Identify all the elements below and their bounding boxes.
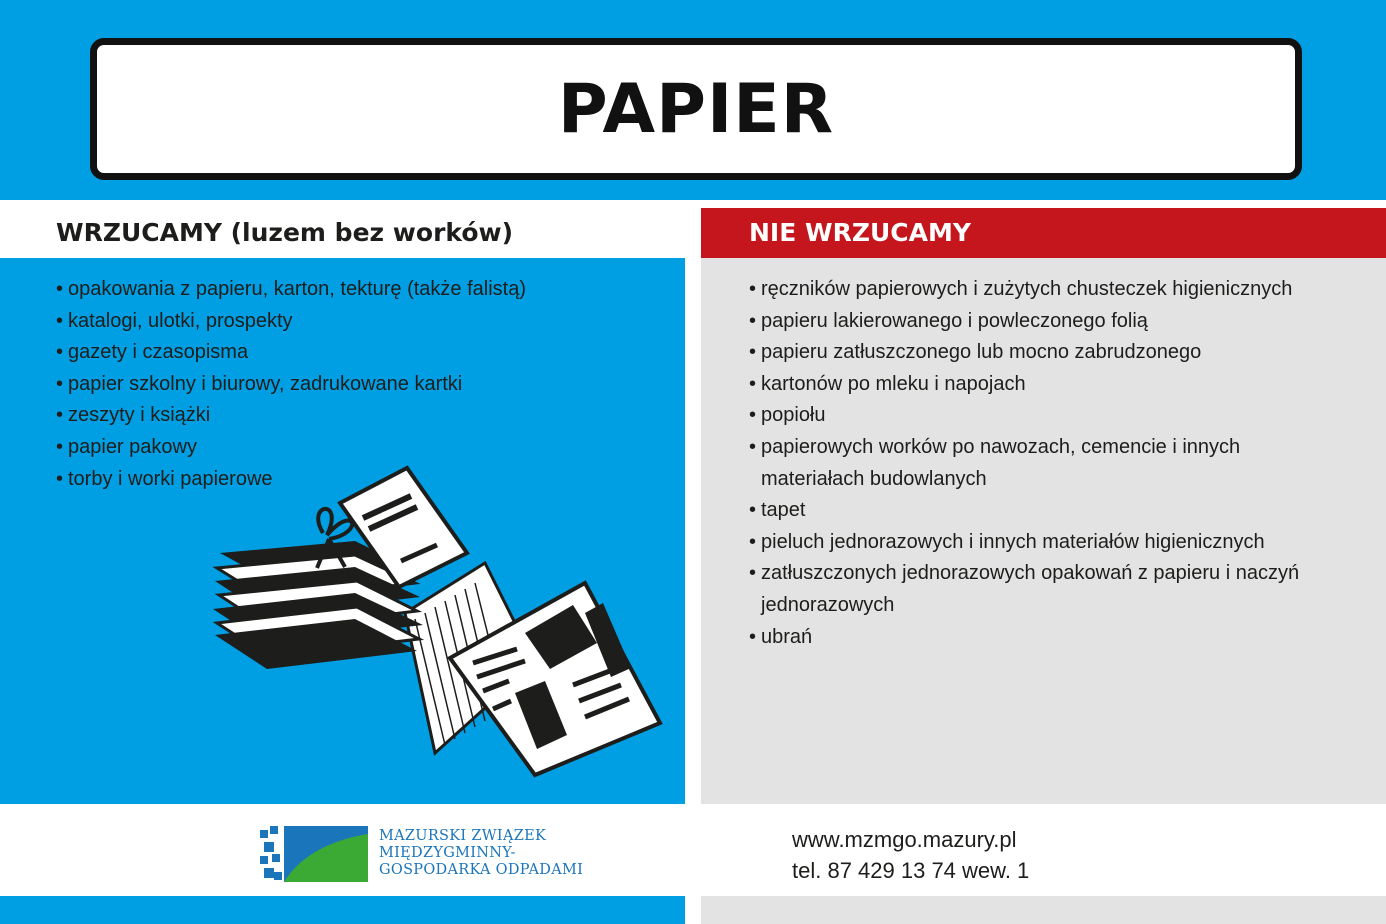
accepted-heading: WRZUCAMY (luzem bez worków): [56, 218, 514, 247]
list-item: • opakowania z papieru, karton, tekturę (także falistą): [56, 274, 656, 306]
list-item: • gazety i czasopisma: [56, 337, 656, 369]
list-item: • papierowych worków po nawozach, cemencie i innych materiałach budowlanych: [749, 432, 1329, 495]
logo-line: MIĘDZYGMINNY-: [379, 845, 516, 861]
bottom-band-right: [701, 896, 1386, 924]
title-box: [90, 38, 1302, 180]
organization-name: [379, 828, 639, 879]
list-item: • katalogi, ulotki, prospekty: [56, 306, 656, 338]
list-item: • pieluch jednorazowych i innych materiałów higienicznych: [749, 527, 1329, 559]
organization-logo-icon: [260, 826, 368, 882]
phone-number: tel. 87 429 13 74 wew. 1: [792, 858, 1030, 883]
paper-bundle-illustration: [205, 463, 675, 783]
list-item: • kartonów po mleku i napojach: [749, 369, 1329, 401]
list-item: • papieru lakierowanego i powleczonego folią: [749, 306, 1329, 338]
logo-line: MAZURSKI ZWIĄZEK: [379, 828, 547, 844]
rejected-heading: NIE WRZUCAMY: [749, 218, 971, 247]
list-item: • papier pakowy: [56, 432, 656, 464]
list-item: • papieru zatłuszczonego lub mocno zabrudzonego: [749, 337, 1329, 369]
rejected-heading-bar: [701, 208, 1386, 258]
page-title: PAPIER: [557, 69, 835, 149]
logo-line: GOSPODARKA ODPADAMI: [379, 862, 584, 878]
list-item: • papier szkolny i biurowy, zadrukowane kartki: [56, 369, 656, 401]
list-item: • zeszyty i książki: [56, 400, 656, 432]
list-item: • zatłuszczonych jednorazowych opakowań z papieru i naczyń jednorazowych: [749, 558, 1329, 621]
top-banner: [0, 0, 1386, 200]
bottom-band-left: [0, 896, 685, 924]
list-item: • ręczników papierowych i zużytych chusteczek higienicznych: [749, 274, 1329, 306]
contact-info: [792, 824, 1029, 886]
list-item: • torby i worki papierowe: [56, 464, 656, 496]
accepted-panel: [0, 258, 685, 804]
rejected-panel: [701, 258, 1386, 804]
list-item: • tapet: [749, 495, 1329, 527]
list-item: • ubrań: [749, 622, 1329, 654]
footer: [0, 804, 1386, 896]
accepted-list: [56, 274, 656, 495]
accepted-heading-bar: [0, 200, 685, 258]
list-item: • popiołu: [749, 400, 1329, 432]
rejected-list: [749, 274, 1329, 653]
website-link[interactable]: www.mzmgo.mazury.pl: [792, 827, 1017, 852]
